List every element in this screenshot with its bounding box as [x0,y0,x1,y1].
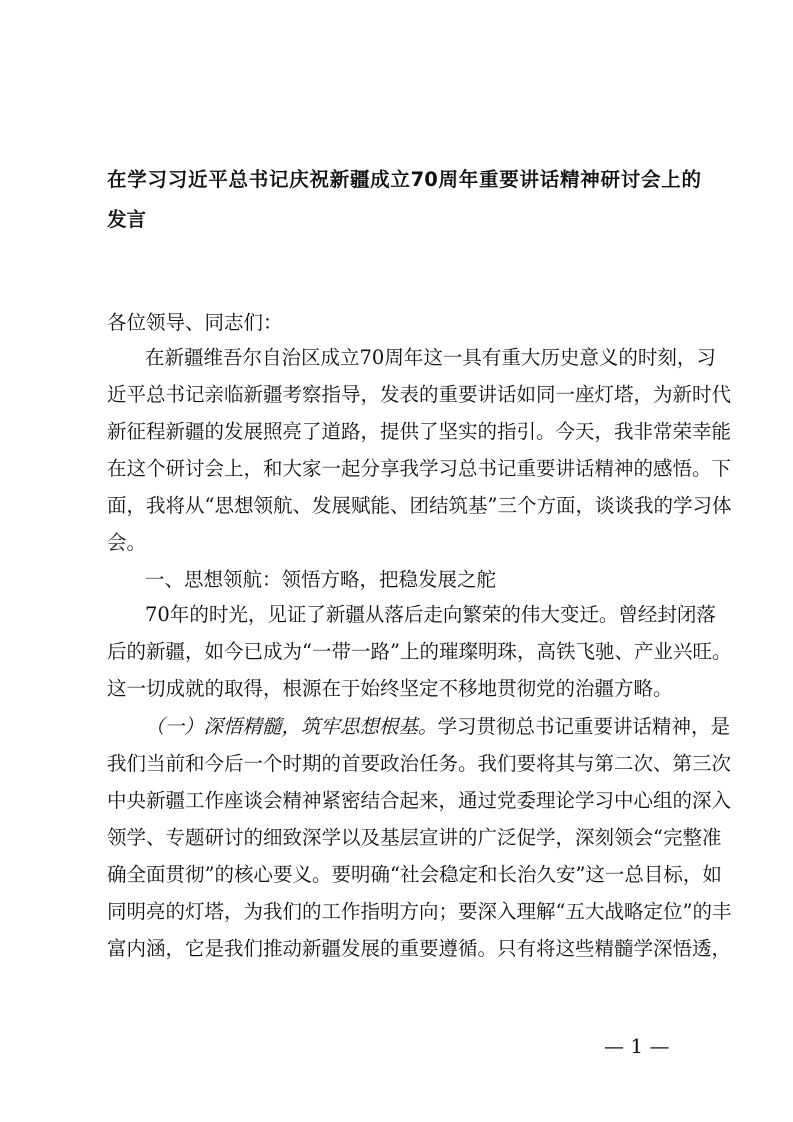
document-title: 发言 [107,208,147,231]
paragraph-line: 70年的时光，见证了新疆从落后走向繁荣的伟大变迁。曾经封闭落 [145,603,716,626]
paragraph-line: 我们当前和今后一个时期的首要政治任务。我们要将其与第二次、第三次 [107,752,732,775]
paragraph-text: 学习贯彻总书记重要讲话精神，是 [437,715,731,738]
page-number: — 1 — [604,1034,670,1058]
paragraph-line: 会。 [107,531,147,554]
paragraph-line: 确全面贯彻”的核心要义。要明确“社会稳定和长治久安”这一总目标，如 [107,863,722,886]
paragraph-line: 领学、专题研讨的细致深学以及基层宣讲的广泛促学，深刻领会“完整准 [107,826,722,849]
paragraph-line: 这一切成就的取得，根源在于始终坚定不移地贯彻党的治疆方略。 [107,677,673,700]
section-heading: 一、思想领航：领悟方略，把稳发展之舵 [145,568,497,591]
salutation: 各位领导、同志们： [107,311,283,334]
paragraph-line: 中央新疆工作座谈会精神紧密结合起来，通过党委理论学习中心组的深入 [107,789,732,812]
paragraph-line [145,715,731,739]
paragraph-line: 后的新疆，如今已成为“一带一路”上的璀璨明珠，高铁飞驰、产业兴旺。 [107,640,732,663]
paragraph-line: 同明亮的灯塔，为我们的工作指明方向；要深入理解“五大战略定位”的丰 [107,900,732,923]
document-title: 在学习习近平总书记庆祝新疆成立70周年重要讲话精神研讨会上的 [107,168,701,191]
paragraph-line: 在这个研讨会上，和大家一起分享我学习总书记重要讲话精神的感悟。下 [107,457,732,480]
paragraph-line: 面，我将从“思想领航、发展赋能、团结筑基”三个方面，谈谈我的学习体 [107,494,732,517]
paragraph-line: 近平总书记亲临新疆考察指导，发表的重要讲话如同一座灯塔，为新时代 [107,383,732,406]
paragraph-line: 新征程新疆的发展照亮了道路，提供了坚实的指引。今天，我非常荣幸能 [107,420,732,443]
subsection-lead: （一）深悟精髓，筑牢思想根基。 [145,715,438,738]
paragraph-line: 富内涵，它是我们推动新疆发展的重要遵循。只有将这些精髓学深悟透， [107,937,732,960]
paragraph-line: 在新疆维吾尔自治区成立70周年这一具有重大历史意义的时刻，习 [145,346,716,369]
